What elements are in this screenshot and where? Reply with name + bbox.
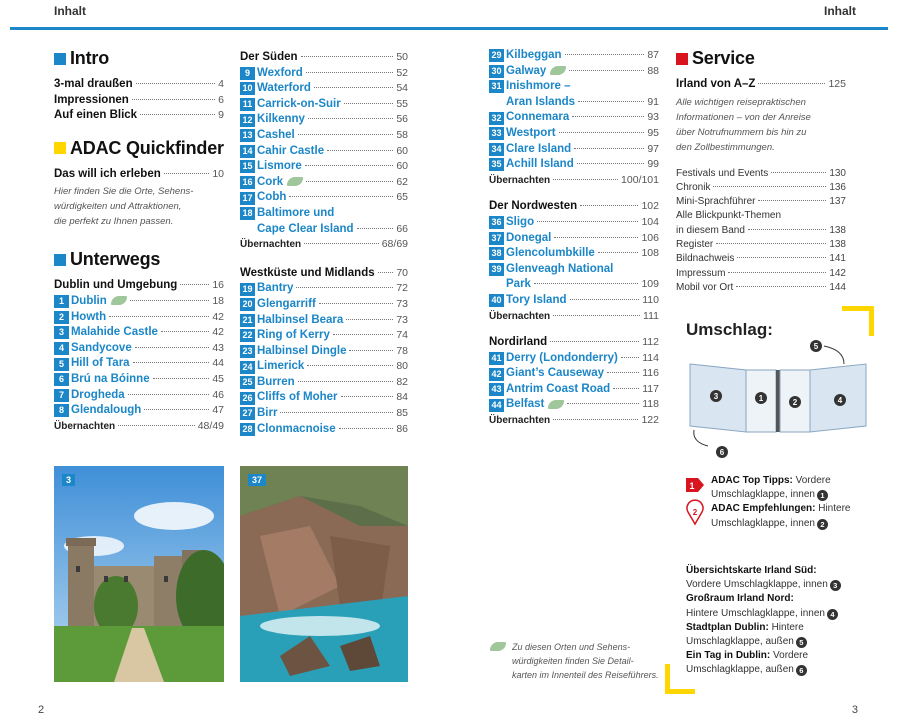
toc-entry[interactable] — [489, 215, 659, 231]
header-right: Inhalt — [824, 4, 856, 18]
entry-name: Dublin — [71, 294, 107, 307]
entry-number-badge: 34 — [489, 143, 504, 156]
col-intro — [54, 48, 224, 434]
entry-number-badge: 11 — [240, 98, 255, 111]
toc-entry[interactable] — [240, 66, 408, 82]
entry-number-badge: 23 — [240, 345, 255, 358]
entry-number-badge: 9 — [240, 67, 255, 80]
toc-entry-cont[interactable] — [240, 222, 408, 238]
flap-label: 3 — [713, 392, 719, 401]
entry-name: Donegal — [506, 231, 552, 244]
entry-page: 18 — [212, 294, 224, 307]
leaf-map-icon — [548, 400, 564, 409]
toc-row[interactable]: Festivals und Events 130 — [676, 167, 846, 179]
toc-row[interactable]: Chronik 136 — [676, 181, 846, 193]
entry-page: 74 — [396, 329, 408, 342]
toc-entry[interactable] — [54, 341, 224, 357]
entry-page: 104 — [641, 215, 659, 228]
entry-name: Belfast — [506, 398, 545, 411]
entry-name: Glendalough — [71, 404, 142, 417]
entry-page: 42 — [212, 310, 224, 323]
toc-entry[interactable] — [240, 190, 408, 206]
col-west-cont — [489, 48, 659, 429]
entry-page: 62 — [396, 175, 408, 188]
entry-page: 82 — [396, 375, 408, 388]
toc-row[interactable]: Bildnachweis 141 — [676, 253, 846, 265]
entry-number-badge: 38 — [489, 247, 504, 260]
entry-number-badge: 28 — [240, 423, 255, 436]
toc-entry[interactable] — [489, 48, 659, 64]
entry-page: 95 — [647, 126, 659, 139]
entry-name: Bantry — [257, 282, 294, 295]
entry-number-badge: 15 — [240, 160, 255, 173]
entry-number-badge: 24 — [240, 361, 255, 374]
entry-number-badge: 17 — [240, 192, 255, 205]
entry-page: 88 — [647, 64, 659, 77]
entry-page: 116 — [642, 367, 659, 380]
toc-row[interactable]: Impressum 142 — [676, 267, 846, 279]
legend-icon-number: 1 — [689, 481, 695, 491]
toc-entry-cont[interactable] — [489, 277, 659, 293]
entry-number-badge: 1 — [54, 295, 69, 308]
toc-row[interactable]: Impressionen 6 — [54, 93, 224, 106]
entry-page: 99 — [647, 158, 659, 171]
entry-number-badge: 37 — [489, 232, 504, 245]
toc-entry[interactable] — [240, 144, 408, 160]
entry-number-badge: 40 — [489, 294, 504, 307]
col-service — [676, 48, 846, 295]
toc-row[interactable]: Register 138 — [676, 239, 846, 251]
entry-page: 73 — [396, 313, 408, 326]
cliffs-illustration — [240, 466, 408, 682]
overnight-row[interactable]: Übernachten 48/49 — [54, 419, 224, 432]
entry-name: Inishmore – — [506, 80, 571, 93]
entry-number-badge: 39 — [489, 263, 504, 276]
toc-entry[interactable] — [54, 325, 224, 341]
toc-entry[interactable] — [489, 366, 659, 382]
entry-name: Aran Islands — [506, 95, 576, 108]
section-heading[interactable]: Irland von A–Z 125 — [676, 78, 846, 90]
entry-page: 58 — [396, 128, 408, 141]
entry-page: 114 — [642, 351, 659, 364]
unterwegs-title: Unterwegs — [54, 249, 224, 270]
entry-number-badge: 8 — [54, 404, 69, 417]
toc-entry[interactable] — [489, 157, 659, 173]
toc-entry[interactable] — [240, 422, 408, 438]
service-note: Alle wichtigen reisepraktischen Informationen – von der Anreise über Notrufnummern bis hin zu den Zollbestimmungen. — [676, 96, 811, 153]
entry-number-badge: 36 — [489, 216, 504, 229]
entry-name: Galway — [506, 64, 547, 77]
flap-label: 6 — [719, 448, 725, 457]
intro-title: Intro — [54, 48, 224, 69]
toc-row[interactable]: in diesem Band 138 — [676, 224, 846, 236]
entry-number-badge: 3 — [54, 326, 69, 339]
corner-bracket — [665, 664, 695, 694]
entry-page: 80 — [396, 360, 408, 373]
leaf-map-icon — [490, 642, 506, 651]
toc-entry[interactable] — [240, 175, 408, 191]
toc-entry[interactable] — [240, 112, 408, 128]
entry-page: 66 — [396, 222, 408, 235]
entry-name: Cobh — [257, 191, 287, 204]
entry-name: Malahide Castle — [71, 326, 158, 339]
toc-entry[interactable] — [240, 81, 408, 97]
toc-entry[interactable] — [489, 351, 659, 367]
toc-entry[interactable] — [489, 293, 659, 309]
toc-entry[interactable] — [489, 64, 659, 80]
quickfinder-title: ADAC Quickfinder — [54, 138, 224, 159]
entry-number-badge: 2 — [54, 311, 69, 324]
top-rule — [10, 27, 888, 30]
toc-entry[interactable] — [240, 390, 408, 406]
toc-entry[interactable] — [489, 231, 659, 247]
entry-page: 110 — [642, 293, 659, 306]
overnight-row[interactable]: Übernachten 100/101 — [489, 173, 659, 186]
entry-number-badge: 33 — [489, 127, 504, 140]
entry-name: Achill Island — [506, 158, 574, 171]
entry-page: 72 — [396, 282, 408, 295]
entry-page: 43 — [212, 341, 224, 354]
flap-label: 2 — [792, 398, 798, 407]
photo-malahide-castle — [54, 466, 224, 682]
leaf-map-icon — [287, 177, 303, 186]
entry-number-badge: 25 — [240, 376, 255, 389]
entry-page: 108 — [641, 247, 659, 260]
entry-page: 109 — [641, 278, 659, 291]
entry-page: 86 — [396, 422, 408, 435]
toc-entry[interactable] — [240, 297, 408, 313]
entry-page: 65 — [396, 191, 408, 204]
entry-name: Clare Island — [506, 142, 572, 155]
overnight-row[interactable]: Übernachten 111 — [489, 309, 659, 322]
toc-entry[interactable] — [489, 397, 659, 413]
toc-entry[interactable] — [54, 372, 224, 388]
service-title: Service — [676, 48, 846, 69]
legend-maps: Übersichtskarte Irland Süd: Vordere Umschlagklappe, innen 3 Großraum Irland Nord: Hintere Umschlagklappe, innen 4 Stadtplan Dublin: Hintere Umschlagklappe, außen 5 Ein Tag in Dublin: Vordere Umschlagklappe, außen 6 — [686, 564, 856, 678]
photo-badge: 37 — [248, 474, 266, 486]
entry-page: 52 — [396, 66, 408, 79]
section-heading[interactable]: Der Süden 50 — [240, 51, 408, 63]
entry-name: Birr — [257, 407, 278, 420]
section-heading[interactable]: Dublin und Umgebung 16 — [54, 279, 224, 292]
red-square-icon — [676, 53, 688, 65]
entry-name: Kilkenny — [257, 113, 305, 126]
entry-name: Park — [506, 278, 531, 291]
flap-label: 1 — [758, 394, 764, 403]
toc-row[interactable]: Auf einen Blick 9 — [54, 109, 224, 122]
entry-page: 56 — [396, 113, 408, 126]
toc-entry[interactable] — [54, 294, 224, 310]
entry-page: 45 — [212, 372, 224, 385]
entry-name: Baltimore und — [257, 206, 335, 219]
section-heading[interactable]: Der Nordwesten 102 — [489, 200, 659, 213]
entry-page: 93 — [647, 111, 659, 124]
toc-entry[interactable] — [240, 328, 408, 344]
entry-number-badge: 32 — [489, 112, 504, 125]
legend-icons — [684, 476, 706, 526]
entry-number-badge: 12 — [240, 114, 255, 127]
entry-name: Carrick-on-Suir — [257, 97, 341, 110]
entry-page: 85 — [396, 407, 408, 420]
entry-name: Hill of Tara — [71, 357, 130, 370]
entry-number-badge: 13 — [240, 129, 255, 142]
entry-page: 78 — [396, 344, 408, 357]
overnight-row[interactable]: Übernachten 68/69 — [240, 238, 408, 251]
toc-row[interactable]: Mini-Sprachführer 137 — [676, 196, 846, 208]
yellow-square-icon — [54, 142, 66, 154]
entry-name: Howth — [71, 310, 107, 323]
entry-name: Glengarriff — [257, 297, 316, 310]
entry-number-badge: 44 — [489, 399, 504, 412]
entry-page: 118 — [642, 398, 659, 411]
entry-page: 55 — [396, 97, 408, 110]
toc-entry[interactable] — [240, 406, 408, 422]
toc-entry[interactable] — [489, 246, 659, 262]
header-left: Inhalt — [54, 4, 86, 18]
toc-row[interactable]: Alle Blickpunkt-Themen — [676, 210, 782, 222]
entry-page: 97 — [647, 142, 659, 155]
entry-name: Sandycove — [71, 341, 132, 354]
entry-name: Halbinsel Beara — [257, 313, 344, 326]
entry-number-badge: 26 — [240, 392, 255, 405]
leaf-map-icon — [550, 66, 566, 75]
entry-name: Brú na Bóinne — [71, 372, 150, 385]
entry-number-badge: 22 — [240, 329, 255, 342]
entry-name: Wexford — [257, 66, 303, 79]
entry-number-badge: 19 — [240, 283, 255, 296]
entry-name: Derry (Londonderry) — [506, 351, 618, 364]
entry-name: Ring of Kerry — [257, 329, 330, 342]
entry-number-badge: 18 — [240, 207, 255, 220]
castle-illustration — [54, 466, 224, 682]
entry-name: Waterford — [257, 82, 311, 95]
entry-page: 106 — [641, 231, 659, 244]
entry-page: 60 — [396, 144, 408, 157]
entry-name: Cape Clear Island — [257, 222, 354, 235]
entry-number-badge: 6 — [54, 373, 69, 386]
section-heading[interactable]: Nordirland 112 — [489, 336, 659, 349]
page-number-right: 3 — [851, 704, 858, 716]
entry-name: Antrim Coast Road — [506, 382, 611, 395]
toc-entry[interactable] — [489, 382, 659, 398]
entry-name: Giant’s Causeway — [506, 367, 605, 380]
corner-bracket — [842, 306, 874, 336]
entry-name: Cahir Castle — [257, 144, 325, 157]
toc-entry[interactable] — [240, 313, 408, 329]
entry-name: Cliffs of Moher — [257, 391, 338, 404]
flap-label: 5 — [813, 342, 819, 351]
toc-row[interactable]: Mobil vor Ort 144 — [676, 281, 846, 293]
entry-number-badge: 31 — [489, 80, 504, 93]
toc-entry[interactable] — [240, 206, 408, 222]
entry-name: Cashel — [257, 128, 295, 141]
toc-entry[interactable] — [240, 97, 408, 113]
quickfinder-note: Hier finden Sie die Orte, Sehens- würdigkeiten und Attraktionen, die perfekt zu Ihnen passen. — [54, 186, 194, 228]
toc-entry[interactable] — [489, 126, 659, 142]
toc-entry[interactable] — [54, 356, 224, 372]
blue-square-icon — [54, 254, 66, 266]
entry-name: Kilbeggan — [506, 49, 562, 61]
toc-row[interactable]: 3-mal draußen 4 — [54, 78, 224, 90]
entry-name: Cork — [257, 175, 284, 188]
toc-entry[interactable] — [240, 344, 408, 360]
toc-entry[interactable] — [240, 159, 408, 175]
entry-number-badge: 21 — [240, 314, 255, 327]
toc-entry[interactable] — [489, 79, 659, 95]
entry-page: 47 — [212, 404, 224, 417]
entry-number-badge: 5 — [54, 358, 69, 371]
flap-label: 4 — [837, 396, 843, 405]
toc-entry[interactable] — [240, 128, 408, 144]
photo-donegal-cliffs — [240, 466, 408, 682]
page-number-left: 2 — [38, 704, 45, 716]
overnight-row[interactable]: Übernachten 122 — [489, 414, 659, 427]
entry-page: 42 — [212, 326, 224, 339]
entry-name: Clonmacnoise — [257, 422, 336, 435]
entry-page: 54 — [396, 82, 408, 95]
entry-name: Sligo — [506, 215, 535, 228]
entry-page: 46 — [212, 388, 224, 401]
toc-entry[interactable] — [54, 403, 224, 419]
entry-page: 117 — [642, 382, 659, 395]
col-sueden — [240, 50, 408, 437]
entry-number-badge: 29 — [489, 49, 504, 62]
legend-tipps: ADAC Top Tipps: Vordere Umschlagklappe, innen 1 ADAC Empfehlungen: Hintere Umschlagklappe, innen 2 — [711, 475, 851, 529]
entry-name: Limerick — [257, 360, 305, 373]
entry-number-badge: 41 — [489, 352, 504, 365]
entry-name: Lismore — [257, 160, 302, 173]
entry-number-badge: 30 — [489, 65, 504, 78]
section-heading[interactable]: Westküste und Midlands 70 — [240, 266, 408, 279]
entry-page: 84 — [396, 391, 408, 404]
entry-name: Burren — [257, 375, 295, 388]
entry-name: Halbinsel Dingle — [257, 344, 347, 357]
entry-page: 44 — [212, 357, 224, 370]
entry-page: 87 — [647, 49, 659, 61]
toc-entry[interactable] — [240, 375, 408, 391]
entry-name: Connemara — [506, 111, 570, 124]
toc-row[interactable]: Das will ich erleben 10 — [54, 167, 224, 180]
umschlag-title: Umschlag: — [686, 320, 773, 339]
entry-page: 73 — [396, 297, 408, 310]
blue-square-icon — [54, 53, 66, 65]
entry-name: Glencolumbkille — [506, 247, 595, 260]
toc-entry[interactable] — [240, 281, 408, 297]
toc-entry[interactable] — [240, 359, 408, 375]
toc-entry-cont[interactable] — [489, 95, 659, 111]
entry-page: 91 — [647, 95, 659, 108]
entry-number-badge: 14 — [240, 145, 255, 158]
leaf-note: Zu diesen Orten und Sehens- würdigkeiten finden Sie Detail- karten im Innenteil des Reiseführers. — [490, 640, 660, 682]
legend-icon-number: 2 — [692, 508, 698, 517]
entry-name: Drogheda — [71, 388, 125, 401]
entry-number-badge: 7 — [54, 389, 69, 402]
toc-entry[interactable] — [489, 142, 659, 158]
entry-name: Glenveagh National — [506, 262, 614, 275]
toc-entry[interactable] — [54, 310, 224, 326]
entry-page: 60 — [396, 160, 408, 173]
cover-diagram — [684, 336, 874, 466]
leaf-map-icon — [111, 296, 127, 305]
entry-number-badge: 16 — [240, 176, 255, 189]
entry-number-badge: 4 — [54, 342, 69, 355]
entry-name: Westport — [506, 126, 556, 139]
toc-entry[interactable] — [489, 110, 659, 126]
entry-number-badge: 10 — [240, 82, 255, 95]
entry-number-badge: 43 — [489, 383, 504, 396]
toc-entry[interactable] — [489, 262, 659, 278]
photo-badge: 3 — [62, 474, 75, 486]
entry-number-badge: 20 — [240, 298, 255, 311]
entry-name: Tory Island — [506, 293, 567, 306]
entry-number-badge: 42 — [489, 368, 504, 381]
toc-entry[interactable] — [54, 388, 224, 404]
entry-number-badge: 35 — [489, 158, 504, 171]
entry-number-badge: 27 — [240, 407, 255, 420]
